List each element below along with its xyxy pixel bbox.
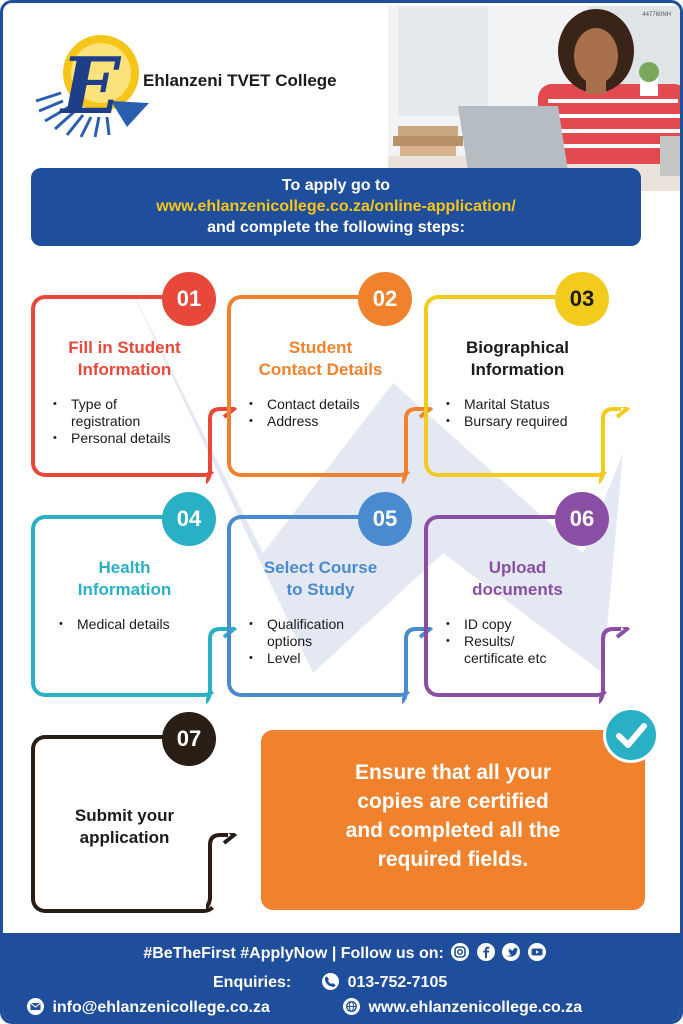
email-link[interactable]: info@ehlanzenicollege.co.za [52,999,270,1016]
step-title [428,337,607,381]
step-title-line: Information [77,580,172,599]
footer-tagline-row [3,943,683,963]
globe-icon [343,998,360,1015]
step-title-line: Biographical [466,338,569,357]
website-link[interactable]: www.ehlanzenicollege.co.za [368,999,583,1016]
step-number-badge: 05 [358,492,412,546]
step-title [35,557,214,601]
step-3-card [424,286,611,477]
banner-line1: To apply go to [281,177,391,194]
step-title [231,337,410,381]
step-title-line: Select Course [263,558,378,577]
step-7-card [31,726,218,913]
step-title [231,557,410,601]
list-item: • Address [245,413,360,430]
step-title-line: Student [288,338,353,357]
certification-note [261,730,645,910]
list-item: • Contact details [245,396,360,413]
step-5-card [227,506,414,697]
step-title-line: documents [472,580,563,599]
enquiries-label: Enquiries: [213,974,292,991]
step-title-line: Information [77,360,172,379]
step-number-badge: 06 [555,492,609,546]
step-6-card [424,506,611,697]
step-title-line: Fill in Student [68,338,181,357]
email-row [27,998,270,1017]
step-items [245,616,365,667]
phone-number[interactable]: 013-752-7105 [347,974,448,991]
step-4-card [31,506,218,697]
step-2-card [227,286,414,477]
arrow-right-icon [599,407,633,487]
list-item: • Type of registration [49,396,159,430]
step-items [442,396,568,430]
list-item: • ID copy [442,616,562,633]
step-title-line: Information [470,360,565,379]
footer-tagline: #BeTheFirst #ApplyNow | Follow us on: [143,945,444,962]
step-items [55,616,170,633]
twitter-icon[interactable] [502,943,520,961]
step-title-line: Health [98,558,151,577]
svg-text:E: E [61,41,121,132]
instagram-icon[interactable] [451,943,469,961]
note-line: and completed all the [345,819,561,842]
list-item: • Medical details [55,616,170,633]
list-item: • Results/ certificate etc [442,633,562,667]
step-items [442,616,562,667]
step-title [428,557,607,601]
step-number-badge: 02 [358,272,412,326]
step-1-card [31,286,218,477]
step-items [49,396,171,447]
step-title [35,337,214,381]
step-title-line: Submit your [74,806,175,825]
college-name: Ehlanzeni TVET College [143,71,337,90]
arrow-right-icon [206,833,240,913]
list-item: • Level [245,650,365,667]
note-line: Ensure that all your [354,761,552,784]
step-title [35,805,214,849]
website-row [343,998,582,1017]
phone-icon [322,973,339,990]
step-items [245,396,360,430]
step-number-badge: 04 [162,492,216,546]
step-title-line: Upload [488,558,547,577]
banner-line3: and complete the following steps: [207,219,465,236]
list-item: • Bursary required [442,413,568,430]
arrow-right-icon [599,627,633,707]
hero-photo [388,6,683,191]
step-title-line: to Study [286,580,355,599]
enquiries-row [213,973,447,992]
youtube-icon[interactable] [528,943,546,961]
step-title-line: application [79,828,170,847]
checkmark-icon [603,707,659,763]
step-number-badge: 03 [555,272,609,326]
application-url-link[interactable]: www.ehlanzenicollege.co.za/online-application/ [156,198,516,215]
note-line: required fields. [377,848,529,871]
footer [3,933,683,1024]
note-line: copies are certified [357,790,549,813]
facebook-icon[interactable] [477,943,495,961]
list-item: • Personal details [49,430,171,447]
list-item: • Marital Status [442,396,568,413]
college-logo [31,31,151,141]
apply-banner [31,168,641,246]
step-number-badge: 07 [162,712,216,766]
step-title-line: Contact Details [258,360,383,379]
list-item: • Qualification options [245,616,365,650]
photo-code: 447760NH [642,12,671,18]
step-number-badge: 01 [162,272,216,326]
email-icon [27,998,44,1015]
